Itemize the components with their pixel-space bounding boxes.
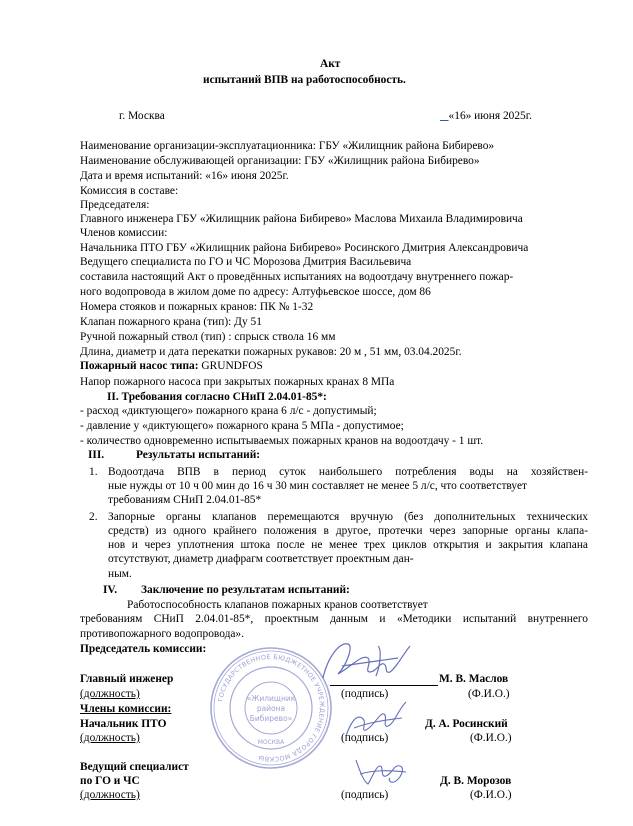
info-risers: Номера стояков и пожарных кранов: ПК № 1-32 [80, 301, 314, 313]
conclusion-line-2: требованиям СНиП 2.04.01-85*, проектным данным и «Методики испытаний внутреннего [80, 613, 588, 625]
info-act-text-1: составила настоящий Акт о проведённых испытаниях на водоотдачу внутреннего пожар- [80, 271, 514, 283]
chief-signature-line [330, 685, 438, 686]
chief-caption-signature: (подпись) [341, 688, 389, 700]
result-2-line-5: ным. [108, 568, 132, 580]
info-operator: Наименование организации-эксплуатационника: ГБУ «Жилищник района Бибирево» [80, 140, 495, 152]
document-title: Акт [320, 58, 341, 70]
info-valve: Клапан пожарного крана (тип): Ду 51 [80, 316, 262, 328]
section-4-number: IV. [103, 584, 118, 596]
stamp-center-2: района [256, 704, 286, 713]
pto-caption-signature: (подпись) [341, 732, 389, 744]
signature-maslov [318, 636, 418, 684]
result-2-number: 2. [89, 511, 98, 523]
stamp-center-3: Бибирево» [249, 714, 293, 723]
pump-line [80, 360, 263, 373]
result-1-number: 1. [89, 466, 98, 478]
document-subtitle: испытаний ВПВ на работоспособность. [203, 74, 406, 86]
members-label: Члены комиссии: [80, 703, 172, 715]
pump-value: GRUNDFOS [198, 360, 263, 372]
pto-caption-fio: (Ф.И.О.) [470, 732, 512, 744]
info-members-label: Членов комиссии: [80, 227, 168, 239]
conclusion-line-1: Работоспособность клапанов пожарных кранов соответствует [127, 599, 428, 611]
section-2-title: II. Требования согласно СНиП 2.04.01-85*: [107, 391, 327, 403]
lead-caption-fio: (Ф.И.О.) [470, 789, 512, 801]
document-date-text: «16» июня 2025г. [448, 110, 532, 122]
info-chair-label: Председателя: [80, 199, 150, 211]
chair-label: Председатель комиссии: [80, 643, 207, 655]
result-1-line-2: ные нужды от 10 ч 00 мин до 16 ч 30 мин составляет не менее 5 л/с, что соответствует [108, 480, 527, 492]
chief-position: Главный инженер [80, 673, 174, 685]
result-2-line-4: отсутствуют, диаметр диафрагм соответствует проектным дан- [108, 553, 414, 565]
chief-name: М. В. Маслов [439, 673, 509, 685]
info-commission: Комиссия в составе: [80, 185, 179, 197]
result-1-line-1: Водоотдача ВПВ в период суток наибольшего потребления воды на хозяйствен- [108, 466, 588, 478]
stamp-center-1: «Жилищник [246, 694, 296, 703]
stamp-ring-text: ГОСУДАРСТВЕННОЕ БЮДЖЕТНОЕ УЧРЕЖДЕНИЕ ГОРОДА МОСКВЫ [216, 652, 327, 764]
result-2-line-2: средств) из одного крайнего положения в другое, протечки через запорные органы клапа- [108, 525, 588, 537]
stamp-city: МОСКВА [257, 739, 285, 746]
city: г. Москва [119, 110, 165, 122]
chief-caption-position: (должность) [80, 688, 140, 700]
result-2-line-1: Запорные органы клапанов перемещаются вручную (без дополнительных технических [108, 511, 588, 523]
info-chair: Главного инженера ГБУ «Жилищник района Бибирево» Маслова Михаила Владимировича [80, 213, 523, 225]
info-member-go: Ведущего специалиста по ГО и ЧС Морозова Дмитрия Васильевича [80, 256, 412, 268]
pto-position: Начальник ПТО [80, 718, 167, 730]
lead-position-line-2: по ГО и ЧС [80, 775, 140, 787]
pto-caption-position: (должность) [80, 732, 140, 744]
signature-morozov [350, 752, 412, 792]
conclusion-line-3: противопожарного водопровода». [80, 628, 244, 640]
section-3-number: III. [88, 449, 105, 461]
section-2-item-pressure: - давление у «диктующего» пожарного крана 5 МПа - допустимое; [80, 420, 404, 432]
lead-name: Д. В. Морозов [440, 775, 512, 787]
info-act-text-2: ного водопровода в жилом доме по адресу: Алтуфьевское шоссе, дом 86 [80, 286, 431, 298]
result-1-line-3: требованиям СНиП 2.04.01-85* [108, 494, 262, 506]
section-2-item-flow: - расход «диктующего» пожарного крана 6 л/с - допустимый; [80, 405, 377, 417]
info-service-org: Наименование обслуживающей организации: ГБУ «Жилищник района Бибирево» [80, 155, 480, 167]
organization-stamp [209, 646, 333, 770]
section-3-title: Результаты испытаний: [136, 449, 261, 461]
info-test-date: Дата и время испытаний: «16» июня 2025г. [80, 170, 289, 182]
document-date [440, 110, 532, 123]
section-4-title: Заключение по результатам испытаний: [141, 584, 350, 596]
section-2-item-count: - количество одновременно испытываемых пожарных кранов на водоотдачу - 1 шт. [80, 435, 484, 447]
info-hoses: Длина, диаметр и дата перекатки пожарных рукавов: 20 м , 51 мм, 03.04.2025г. [80, 346, 462, 358]
chief-caption-fio: (Ф.И.О.) [468, 688, 510, 700]
info-member-pto: Начальника ПТО ГБУ «Жилищник района Бибирево» Росинского Дмитрия Александровича [80, 242, 529, 254]
pump-label: Пожарный насос типа: [80, 360, 199, 372]
pto-name: Д. А. Росинский [425, 718, 508, 730]
pump-pressure: Напор пожарного насоса при закрытых пожарных кранах 8 МПа [80, 376, 395, 388]
result-2-line-3: нов и через уплотнения штока после не менее трех циклов открытия и закрытия клапана [108, 539, 588, 551]
lead-caption-signature: (подпись) [341, 789, 389, 801]
lead-position-line-1: Ведущий специалист [80, 761, 189, 773]
info-nozzle: Ручной пожарный ствол (тип) : спрыск ствола 16 мм [80, 331, 336, 343]
lead-caption-position: (должность) [80, 789, 140, 801]
